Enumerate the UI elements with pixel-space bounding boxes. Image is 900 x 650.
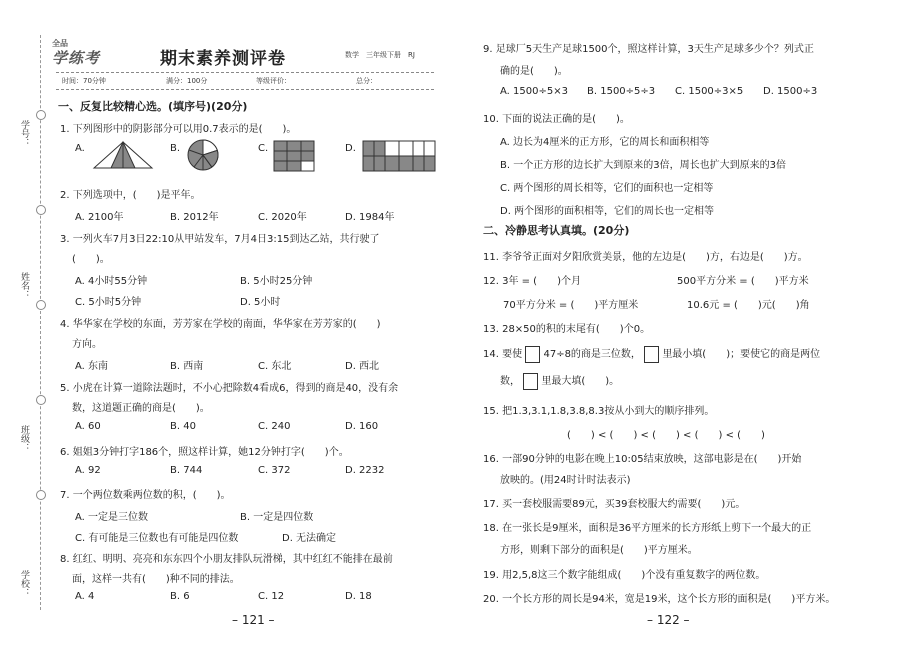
option-c: C. [258, 143, 269, 154]
circle-figure [186, 138, 220, 172]
option-a: A. 4小时55分钟 [75, 276, 148, 287]
option-c: C. 东北 [258, 361, 292, 372]
triangle-figure [92, 140, 154, 170]
binding-hole [36, 110, 46, 120]
student-number-label: 学号： [19, 120, 29, 147]
question-16-cont: 放映的。(用24时计时法表示) [500, 475, 631, 486]
bar-figure [362, 140, 436, 172]
question-12b: 500平方分米 = ( )平方米 [677, 276, 809, 287]
question-18-cont: 方形，则剩下部分的面积是( )平方厘米。 [500, 545, 698, 556]
grade-label: 等级评价： [256, 77, 291, 85]
question-10: 10. 下面的说法正确的是( )。 [483, 114, 630, 125]
question-3-cont: ( )。 [72, 254, 110, 265]
option-b: B. 744 [170, 465, 203, 476]
question-5: 5. 小虎在计算一道除法题时，不小心把除数4看成6，得到的商是40，没有余 [60, 383, 399, 394]
option-d: D. 两个图形的面积相等，它们的周长也一定相等 [500, 206, 715, 217]
option-d: D. 1500÷3 [763, 86, 818, 97]
option-d: D. 160 [345, 421, 379, 432]
question-14: 14. 要使 47÷8的商是三位数， 里最小填( )；要使它的商是两位 [483, 345, 820, 363]
school-label: 学校： [19, 570, 29, 597]
question-18: 18. 在一张长是9厘米，面积是36平方厘米的长方形纸上剪下一个最大的正 [483, 523, 812, 534]
option-b: B. 1500÷5÷3 [587, 86, 656, 97]
option-b: B. 一定是四位数 [240, 512, 314, 523]
question-19: 19. 用2,5,8这三个数字能组成( )个没有重复数字的两位数。 [483, 570, 766, 581]
option-b: B. 一个正方形的边长扩大到原来的3倍，周长也扩大到原来的3倍 [500, 160, 786, 171]
option-c: C. 240 [258, 421, 291, 432]
binding-hole [36, 395, 46, 405]
student-name-label: 姓名： [19, 272, 29, 299]
option-a: A. 2100年 [75, 212, 124, 223]
binding-line [40, 35, 41, 610]
question-9: 9. 足球厂5天生产足球1500个，照这样计算，3天生产足球多少个？列式正 [483, 44, 814, 55]
option-a: A. [75, 143, 85, 154]
blank-box [644, 346, 659, 363]
question-2: 2. 下列选项中，( )是平年。 [60, 190, 201, 201]
option-b: B. [170, 143, 181, 154]
blank-box [525, 346, 540, 363]
question-3: 3. 一列火车7月3日22:10从甲站发车，7月4日3:15到达乙站，共行驶了 [60, 234, 380, 245]
subject-label: 数学 三年级下册 RJ [345, 51, 415, 59]
option-a: A. 60 [75, 421, 101, 432]
option-c: C. 2020年 [258, 212, 307, 223]
question-15-blanks: ( ) < ( ) < ( ) < ( ) < ( ) [567, 430, 765, 441]
total-label: 总分： [356, 77, 377, 85]
question-4: 4. 华华家在学校的东面，芳芳家在学校的南面，华华家在芳芳家的( ) [60, 319, 381, 330]
section-heading: 一、反复比较精心选。(填序号)(20分) [58, 100, 248, 113]
option-c: C. 有可能是三位数也有可能是四位数 [75, 533, 239, 544]
question-15: 15. 把1.3,3.1,1.8,3.8,8.3按从小到大的顺序排列。 [483, 406, 715, 417]
question-17: 17. 买一套校服需要89元，买39套校服大约需要( )元。 [483, 499, 746, 510]
option-c: C. 372 [258, 465, 291, 476]
binding-margin [0, 0, 46, 650]
question-5-cont: 数，这道题正确的商是( )。 [72, 403, 210, 414]
binding-hole [36, 205, 46, 215]
question-1: 1. 下列图形中的阴影部分可以用0.7表示的是( )。 [60, 124, 297, 135]
question-12c: 70平方分米 = ( )平方厘米 [503, 300, 639, 311]
question-4-cont: 方向。 [72, 339, 102, 350]
option-a: A. 东南 [75, 361, 109, 372]
option-a: A. 1500÷5×3 [500, 86, 568, 97]
option-d: D. [345, 143, 356, 154]
option-b: B. 西南 [170, 361, 204, 372]
question-7: 7. 一个两位数乘两位数的积，( )。 [60, 490, 231, 501]
binding-hole [36, 490, 46, 500]
question-6: 6. 姐姐3分钟打字186个，照这样计算，她12分钟打字( )个。 [60, 447, 349, 458]
option-c: C. 5小时5分钟 [75, 297, 142, 308]
option-a: A. 92 [75, 465, 101, 476]
question-14-cont: 数， 里最大填( )。 [500, 372, 619, 390]
option-b: B. 5小时25分钟 [240, 276, 313, 287]
full-score-label: 满分：100分 [166, 77, 208, 85]
option-d: D. 1984年 [345, 212, 395, 223]
question-13: 13. 28×50的积的末尾有( )个0。 [483, 324, 651, 335]
time-label: 时间：70分钟 [62, 77, 106, 85]
option-d: D. 西北 [345, 361, 380, 372]
question-12a: 12. 3年 = ( )个月 [483, 276, 581, 287]
option-d: D. 18 [345, 591, 372, 602]
blank-box [523, 373, 538, 390]
class-label: 班级： [19, 425, 29, 452]
exam-title: 期末素养测评卷 [160, 49, 286, 69]
grid-figure [273, 140, 315, 172]
question-16: 16. 一部90分钟的电影在晚上10:05结束放映，这部电影是在( )开始 [483, 454, 802, 465]
option-d: D. 2232 [345, 465, 385, 476]
option-b: B. 6 [170, 591, 190, 602]
option-c: C. 1500÷3×5 [675, 86, 744, 97]
option-b: B. 2012年 [170, 212, 219, 223]
publisher-logo: 全品 学练考 [52, 39, 101, 67]
binding-hole [36, 300, 46, 310]
option-c: C. 12 [258, 591, 285, 602]
right-page [455, 0, 900, 650]
page-number: – 121 – [232, 613, 275, 627]
question-20: 20. 一个长方形的周长是94米，宽是19米，这个长方形的面积是( )平方米。 [483, 594, 836, 605]
option-d: D. 5小时 [240, 297, 281, 308]
section-heading: 二、冷静思考认真填。(20分) [483, 224, 630, 237]
option-a: A. 边长为4厘米的正方形，它的周长和面积相等 [500, 137, 710, 148]
question-8: 8. 红红、明明、亮亮和东东四个小朋友排队玩滑梯，其中红红不能排在最前 [60, 554, 393, 565]
question-12d: 10.6元 = ( )元( )角 [687, 300, 810, 311]
option-a: A. 一定是三位数 [75, 512, 149, 523]
question-11: 11. 李爷爷正面对夕阳欣赏美景，他的左边是( )方，右边是( )方。 [483, 252, 808, 263]
question-9-cont: 确的是( )。 [500, 66, 568, 77]
option-d: D. 无法确定 [282, 533, 337, 544]
option-b: B. 40 [170, 421, 196, 432]
option-a: A. 4 [75, 591, 95, 602]
page-number: – 122 – [647, 613, 690, 627]
exam-info-bar [56, 72, 434, 90]
question-8-cont: 面，这样一共有( )种不同的排法。 [72, 574, 240, 585]
option-c: C. 两个图形的周长相等，它们的面积也一定相等 [500, 183, 714, 194]
